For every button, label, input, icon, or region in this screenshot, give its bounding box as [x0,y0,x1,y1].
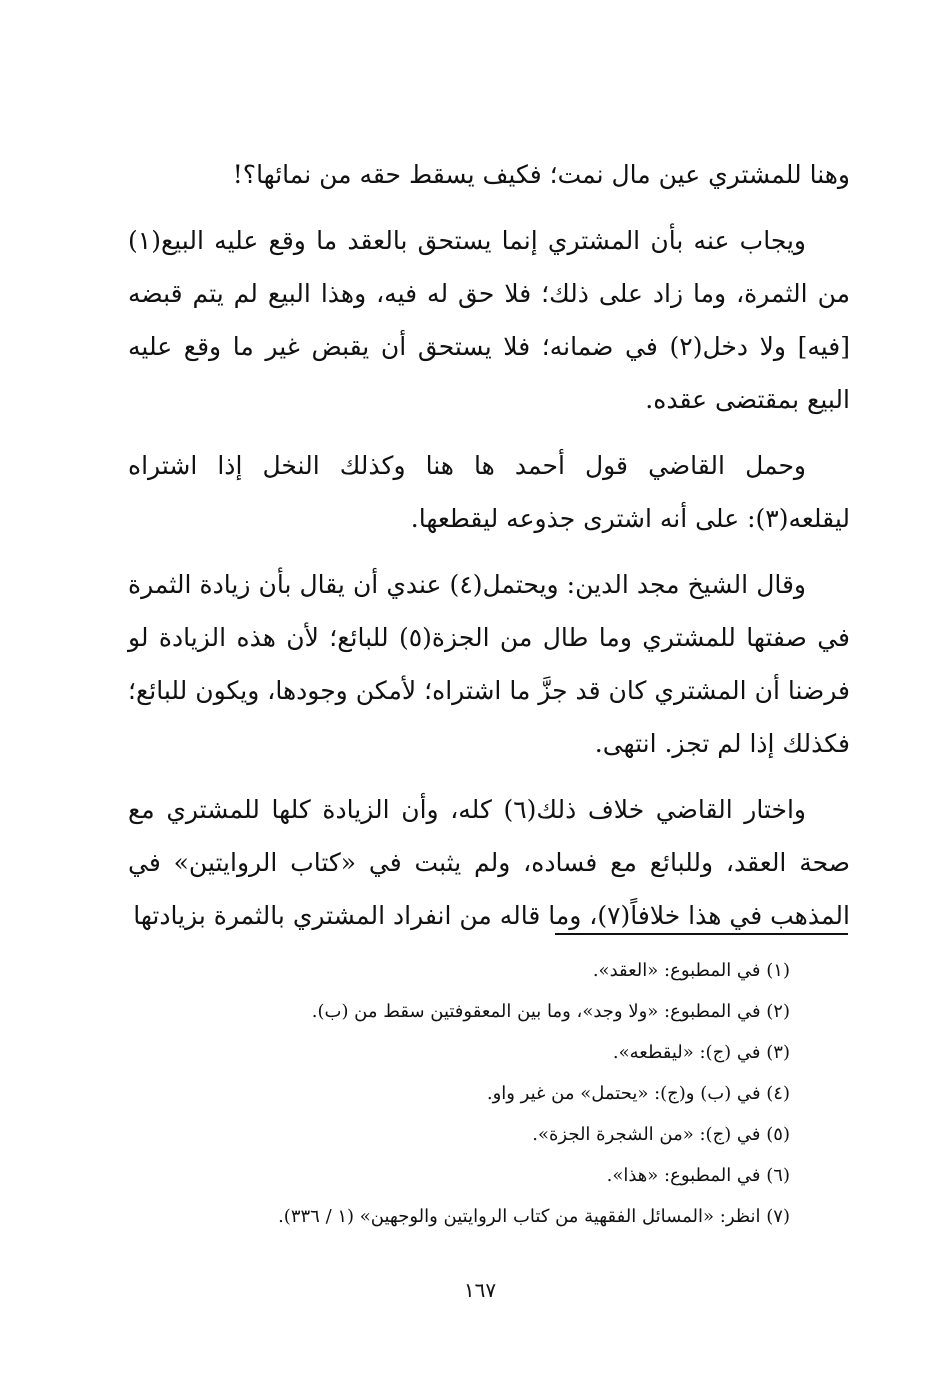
paragraph: واختار القاضي خلاف ذلك(٦) كله، وأن الزيادة كلها للمشتري مع صحة العقد، وللبائع مع فساده، ولم يثبت في «كتاب الروايتين» في المذهب في هذا خلافاً(٧)، وما قاله من انفراد المشتري بالثمرة بزيادتها [128,795,850,930]
footnote: (٤) في (ب) و(ج): «يحتمل» من غير واو. [486,1083,790,1104]
footnote: (٦) في المطبوع: «هذا». [606,1165,790,1186]
paragraph: وقال الشيخ مجد الدين: ويحتمل(٤) عندي أن يقال بأن زيادة الثمرة في صفتها للمشتري وما طال من الجزة(٥) للبائع؛ لأن هذه الزيادة لو فرضنا أن المشتري كان قد جزَّ ما اشتراه؛ لأمكن وجودها، ويكون للبائع؛ فكذلك إذا لم تجز. انتهى. [128,570,850,758]
paragraph: وحمل القاضي قول أحمد ها هنا وكذلك النخل إذا اشتراه ليقلعه(٣): على أنه اشترى جذوعه ليقطعها. [128,451,850,533]
footnote: (٢) في المطبوع: «ولا وجد»، وما بين المعقوفتين سقط من (ب). [311,1001,790,1022]
main-text [128,148,850,955]
paragraph: ويجاب عنه بأن المشتري إنما يستحق بالعقد ما وقع عليه البيع(١) من الثمرة، وما زاد على ذلك؛ فلا حق له فيه، وهذا البيع لم يتم قبضه [فيه] ولا دخل(٢) في ضمانه؛ فلا يستحق أن يقبض غير ما وقع عليه البيع بمقتضى عقده. [128,226,851,414]
page-number: ١٦٧ [463,1278,497,1302]
footnotes [150,950,790,1237]
paragraph: وهنا للمشتري عين مال نمت؛ فكيف يسقط حقه من نمائها؟! [232,160,850,189]
footnote: (٣) في (ج): «ليقطعه». [612,1042,790,1063]
footnote-separator [555,933,848,935]
footnote: (١) في المطبوع: «العقد». [592,960,790,981]
footnote: (٥) في (ج): «من الشجرة الجزة». [532,1124,790,1145]
footnote: (٧) انظر: «المسائل الفقهية من كتاب الروايتين والوجهين» (١ / ٣٣٦). [278,1206,790,1227]
